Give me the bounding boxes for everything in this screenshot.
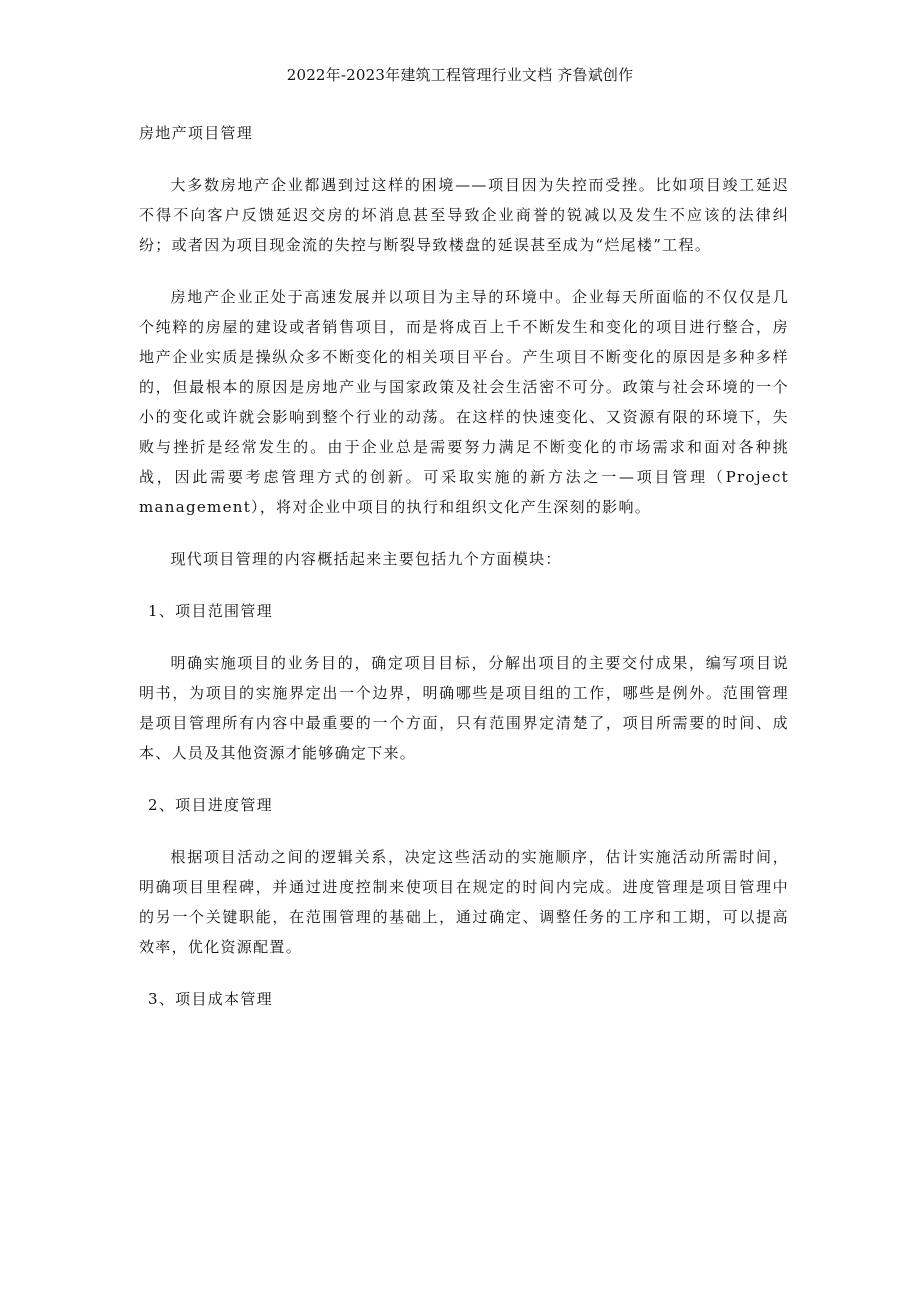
section-heading-cost: 3、项目成本管理: [148, 990, 273, 1008]
paragraph-schedule: 根据项目活动之间的逻辑关系，决定这些活动的实施顺序，估计实施活动所需时间，明确项目里程碑，并通过进度控制来使项目在规定的时间内完成。进度管理是项目管理中的另一个关键职能，在范围管理的基础上，通过确定、调整任务的工序和工期，可以提高效率，优化资源配置。: [139, 848, 789, 956]
paragraph-scope: 明确实施项目的业务目的，确定项目目标，分解出项目的主要交付成果，编写项目说明书，为项目的实施界定出一个边界，明确哪些是项目组的工作，哪些是例外。范围管理是项目管理所有内容中最重要的一个方面，只有范围界定清楚了，项目所需要的时间、成本、人员及其他资源才能够确定下来。: [139, 654, 789, 762]
paragraph-environment: 房地产企业正处于高速发展并以项目为主导的环境中。企业每天所面临的不仅仅是几个纯粹的房屋的建设或者销售项目，而是将成百上千不断发生和变化的项目进行整合，房地产企业实质是操纵众多不断变化的相关项目平台。产生项目不断变化的原因是多种多样的，但最根本的原因是房地产业与国家政策及社会生活密不可分。政策与社会环境的一个小的变化或许就会影响到整个行业的动荡。在这样的快速变化、又资源有限的环境下，失败与挫折是经常发生的。由于企业总是需要努力满足不断变化的市场需求和面对各种挑战，因此需要考虑管理方式的创新。可采取实施的新方法之一—项目管理（Project management），将对企业中项目的执行和组织文化产生深刻的影响。: [139, 288, 789, 516]
page-header: 2022年-2023年建筑工程管理行业文档 齐鲁斌创作: [286, 66, 634, 84]
document-body: [139, 118, 789, 1036]
paragraph-intro: 大多数房地产企业都遇到过这样的困境——项目因为失控而受挫。比如项目竣工延迟不得不向客户反馈延迟交房的坏消息甚至导致企业商誉的锐减以及发生不应该的法律纠纷；或者因为项目现金流的失控与断裂导致楼盘的延误甚至成为“烂尾楼”工程。: [139, 176, 789, 254]
section-heading-scope: 1、项目范围管理: [148, 602, 273, 620]
section-heading-schedule: 2、项目进度管理: [148, 796, 273, 814]
document-title: 房地产项目管理: [139, 124, 254, 142]
paragraph-modules-intro: 现代项目管理的内容概括起来主要包括九个方面模块：: [170, 550, 562, 568]
